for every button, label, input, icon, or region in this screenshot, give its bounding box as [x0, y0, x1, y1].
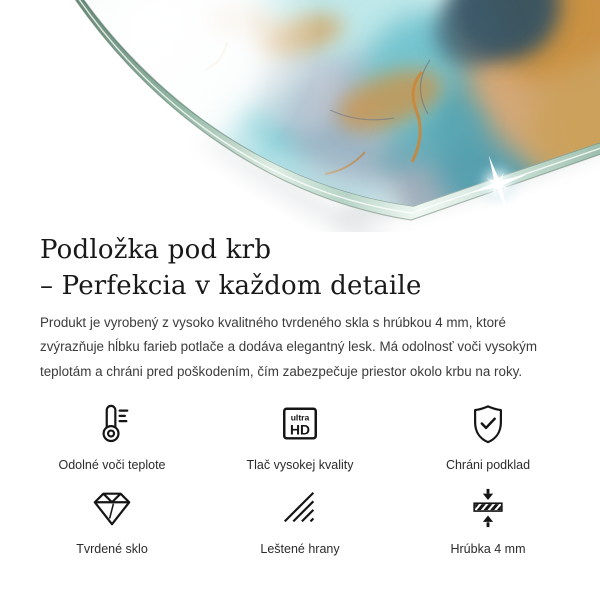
feature-label: Odolné voči teplote — [58, 458, 166, 472]
feature-label: Chráni podklad — [445, 458, 531, 472]
feature-polished-edges — [206, 487, 394, 557]
page-title-line1: Podložka pod krb — [40, 235, 272, 265]
feature-thickness — [394, 487, 582, 557]
product-description: Produkt je vyrobený z vysoko kvalitného tvrdeného skla s hrúbkou 4 mm, ktoré zvýrazňuje hĺbku farieb potlače a dodáva elegantný lesk. Má odolnosť voči vysokým teplotám a chráni pred poškodením, čím zabezpečuje priestor okolo krbu na roky. — [40, 315, 538, 379]
feature-label: Tvrdené sklo — [76, 542, 148, 556]
thickness-4mm-icon — [468, 487, 508, 529]
feature-label: Leštené hrany — [260, 542, 340, 556]
glass-panel-illustration — [0, 0, 600, 232]
feature-protects-surface — [394, 403, 582, 473]
page-title-line2: – Perfekcia v každom detaile — [40, 271, 422, 301]
shield-check-icon — [468, 403, 508, 445]
thermometer-icon — [92, 403, 132, 445]
svg-text:HD: HD — [290, 421, 310, 438]
polished-edges-icon — [279, 487, 321, 529]
feature-grid — [18, 403, 582, 557]
feature-label: Tlač vysokej kvality — [246, 458, 354, 472]
diamond-icon — [91, 487, 133, 529]
feature-label: Hrúbka 4 mm — [450, 542, 526, 556]
feature-heat-resistant — [18, 403, 206, 473]
product-image-glass-panel — [0, 0, 600, 232]
feature-tempered-glass — [18, 487, 206, 557]
page-title — [40, 232, 560, 304]
ultra-hd-icon — [280, 403, 320, 445]
svg-text:ultra: ultra — [290, 412, 310, 423]
feature-print-quality — [206, 403, 394, 473]
